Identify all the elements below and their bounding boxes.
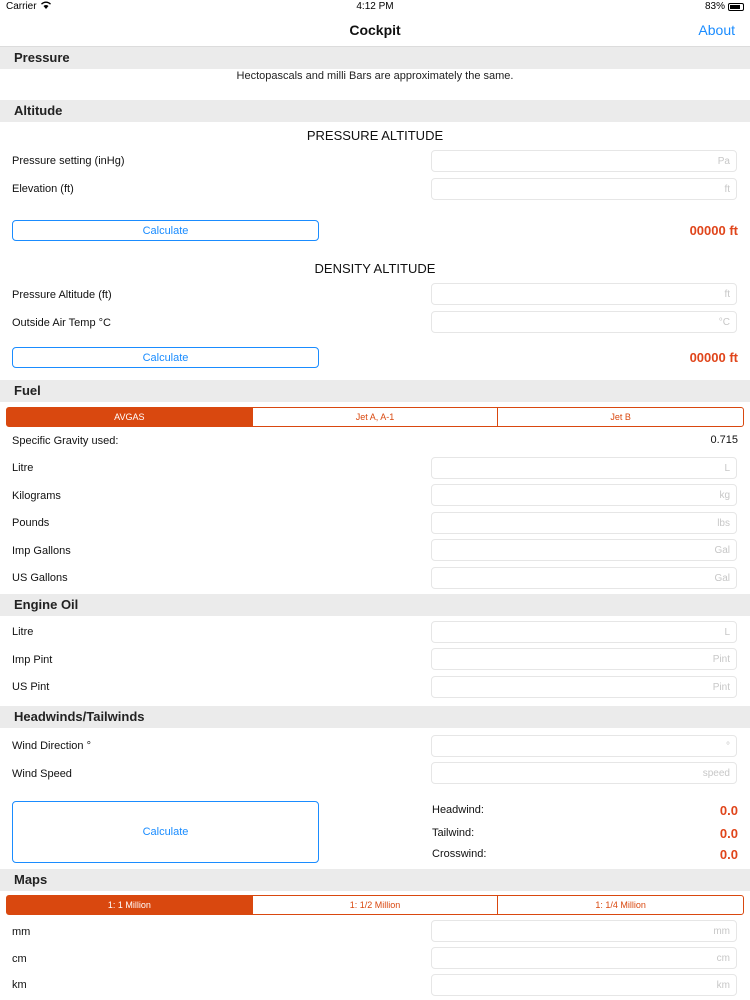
calculate-pressure-altitude-button[interactable]: Calculate	[12, 220, 319, 241]
outside-air-temp-label: Outside Air Temp °C	[12, 317, 111, 329]
status-time: 4:12 PM	[356, 1, 394, 12]
fuel-pounds-input[interactable]	[431, 512, 737, 534]
section-fuel	[0, 380, 750, 402]
pressure-altitude-input[interactable]	[431, 283, 737, 305]
section-maps	[0, 869, 750, 891]
wind-speed-input[interactable]	[431, 762, 737, 784]
pressure-setting-input[interactable]	[431, 150, 737, 172]
density-altitude-result: 00000 ft	[689, 350, 738, 365]
elevation-input[interactable]	[431, 178, 737, 200]
fuel-kilograms-label: Kilograms	[12, 490, 61, 502]
oil-us-pint-label: US Pint	[12, 681, 50, 693]
outside-air-temp-input[interactable]	[431, 311, 737, 333]
section-winds	[0, 706, 750, 728]
fuel-kilograms-input[interactable]	[431, 484, 737, 506]
map-scale-selector	[6, 895, 744, 915]
fuel-segment-jet-b[interactable]: Jet B	[497, 408, 743, 426]
map-segment-half-million[interactable]: 1: 1/2 Million	[252, 896, 498, 914]
tailwind-value: 0.0	[719, 826, 738, 841]
page-title: Cockpit	[349, 22, 401, 38]
calculate-density-altitude-button[interactable]: Calculate	[12, 347, 319, 368]
fuel-imp-gallons-label: Imp Gallons	[12, 545, 71, 557]
specific-gravity-value: 0.715	[710, 434, 738, 446]
density-altitude-title: DENSITY ALTITUDE	[314, 261, 436, 276]
pressure-note: Hectopascals and milli Bars are approximately the same.	[236, 70, 514, 82]
map-mm-input[interactable]	[431, 920, 737, 942]
section-altitude	[0, 100, 750, 122]
pressure-altitude-title: PRESSURE ALTITUDE	[306, 128, 444, 143]
fuel-segment-jet-a[interactable]: Jet A, A-1	[252, 408, 498, 426]
fuel-litre-input[interactable]	[431, 457, 737, 479]
tailwind-label: Tailwind:	[432, 827, 475, 839]
calculate-winds-button[interactable]: Calculate	[12, 801, 319, 863]
map-cm-label: cm	[12, 953, 27, 965]
section-engine-oil	[0, 594, 750, 616]
section-pressure	[0, 47, 750, 69]
section-title: Maps	[14, 872, 48, 887]
section-title: Pressure	[14, 50, 70, 65]
fuel-pounds-label: Pounds	[12, 517, 50, 529]
map-km-label: km	[12, 979, 27, 991]
oil-imp-pint-label: Imp Pint	[12, 654, 53, 666]
carrier-label: Carrier	[6, 1, 37, 12]
fuel-imp-gallons-input[interactable]	[431, 539, 737, 561]
fuel-litre-label: Litre	[12, 462, 34, 474]
about-button[interactable]: About	[698, 22, 735, 38]
oil-litre-label: Litre	[12, 626, 34, 638]
fuel-type-selector	[6, 407, 744, 427]
pressure-setting-label: Pressure setting (inHg)	[12, 155, 125, 167]
battery-percent: 83%	[705, 1, 726, 12]
section-title: Headwinds/Tailwinds	[14, 709, 145, 724]
wind-direction-label: Wind Direction °	[12, 740, 91, 752]
fuel-segment-avgas[interactable]: AVGAS	[7, 408, 252, 426]
battery-icon	[728, 3, 744, 11]
pressure-altitude-label: Pressure Altitude (ft)	[12, 289, 112, 301]
fuel-us-gallons-label: US Gallons	[12, 572, 68, 584]
map-km-input[interactable]	[431, 974, 737, 996]
crosswind-label: Crosswind:	[432, 848, 487, 860]
oil-litre-input[interactable]	[431, 621, 737, 643]
crosswind-value: 0.0	[719, 847, 738, 862]
navigation-bar	[0, 14, 750, 47]
map-segment-quarter-million[interactable]: 1: 1/4 Million	[497, 896, 743, 914]
oil-imp-pint-input[interactable]	[431, 648, 737, 670]
map-mm-label: mm	[12, 926, 31, 938]
section-title: Altitude	[14, 103, 63, 118]
headwind-label: Headwind:	[432, 804, 484, 816]
fuel-us-gallons-input[interactable]	[431, 567, 737, 589]
elevation-label: Elevation (ft)	[12, 183, 74, 195]
status-bar	[0, 0, 750, 14]
wind-speed-label: Wind Speed	[12, 768, 72, 780]
oil-us-pint-input[interactable]	[431, 676, 737, 698]
specific-gravity-label: Specific Gravity used:	[12, 435, 119, 447]
section-title: Fuel	[14, 383, 41, 398]
headwind-value: 0.0	[719, 803, 738, 818]
pressure-altitude-result: 00000 ft	[689, 223, 738, 238]
section-title: Engine Oil	[14, 597, 79, 612]
map-segment-1-million[interactable]: 1: 1 Million	[7, 896, 252, 914]
map-cm-input[interactable]	[431, 947, 737, 969]
wind-direction-input[interactable]	[431, 735, 737, 757]
